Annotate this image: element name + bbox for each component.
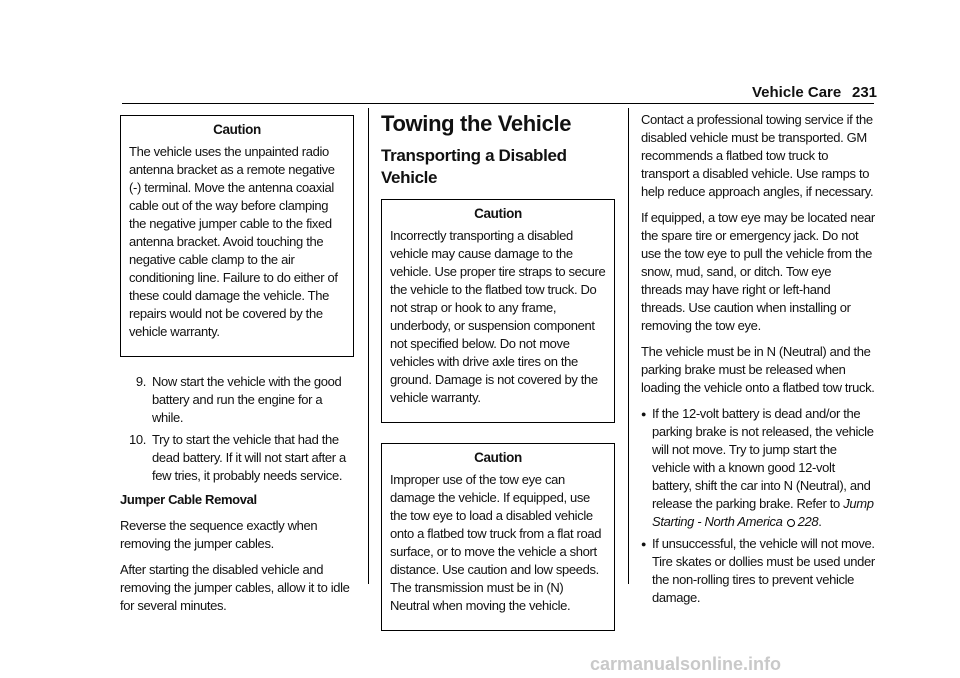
column-divider-left bbox=[368, 108, 369, 584]
caution-text: Improper use of the tow eye can damage the vehicle. If equipped, use the tow eye to load a disabled vehicle onto a flatbed tow truck from a flat road surface, or to move the vehicle a short distance. Use caution and low speeds. The transmission must be in (N) Neutral when moving the vehicle. bbox=[390, 472, 602, 613]
paragraph: The vehicle must be in N (Neutral) and the parking brake must be released when loading the vehicle onto a flatbed tow truck. bbox=[641, 344, 875, 395]
page-number: 231 bbox=[852, 84, 878, 101]
numbered-step bbox=[120, 431, 354, 485]
bullet-icon: ● bbox=[641, 409, 647, 419]
caution-box-tow-eye bbox=[381, 443, 615, 631]
numbered-step bbox=[120, 373, 354, 427]
middle-column bbox=[381, 111, 615, 631]
step-text: Try to start the vehicle that had the dead battery. If it will not start after a few tries, it probably needs service. bbox=[152, 432, 346, 483]
watermark: carmanualsonline.info bbox=[590, 654, 782, 674]
header-rule bbox=[122, 103, 874, 104]
bullet-item: ● If the 12-volt battery is dead and/or the parking brake is not released, the vehicle will not move. Try to jump start the vehicle with a known good 12-volt battery, shift the car into N (Neutral), and release the parking brake. Refer to Jump Starting - North America 228. bbox=[641, 406, 874, 529]
paragraph: If equipped, a tow eye may be located near the spare tire or emergency jack. Do not use the tow eye to pull the vehicle from the snow, mud, sand, or ditch. Tow eye threads may have right or left-hand threads. Use caution when installing or removing the tow eye. bbox=[641, 210, 875, 333]
step-text: Now start the vehicle with the good battery and run the engine for a while. bbox=[152, 374, 342, 425]
section-title: Towing the Vehicle bbox=[381, 111, 572, 136]
column-divider-right bbox=[628, 108, 629, 584]
bullet-item bbox=[641, 535, 875, 607]
caution-text: The vehicle uses the unpainted radio antenna bracket as a remote negative (-) terminal. Move the antenna coaxial cable out of the way before clamping the negative jumper cable to the fixed antenna bracket. Avoid touching the negative cable clamp to the air conditioning line. Failure to do either of these could damage the vehicle. The repairs would not be covered by the vehicle warranty. bbox=[129, 144, 338, 339]
section-subtitle: Transporting a Disabled Vehicle bbox=[381, 146, 567, 187]
paragraph: Contact a professional towing service if the disabled vehicle must be transported. GM recommends a flatbed tow truck to transport a disabled vehicle. Use ramps to help reduce approach angles, if necessary. bbox=[641, 112, 874, 199]
caution-title: Caution bbox=[474, 450, 522, 465]
bullet-icon: ● bbox=[641, 539, 647, 549]
subheading-jumper-cable-removal: Jumper Cable Removal bbox=[120, 492, 257, 507]
paragraph: After starting the disabled vehicle and removing the jumper cables, allow it to idle for several minutes. bbox=[120, 562, 350, 613]
left-column bbox=[120, 115, 354, 623]
paragraph: Reverse the sequence exactly when removing the jumper cables. bbox=[120, 518, 318, 551]
step-number: 9. bbox=[135, 374, 146, 389]
step-number: 10. bbox=[128, 432, 146, 447]
caution-title: Caution bbox=[474, 206, 522, 221]
right-column bbox=[641, 111, 875, 611]
page-reference-icon bbox=[787, 519, 795, 527]
caution-box-antenna bbox=[120, 115, 354, 357]
bullet-text: If unsuccessful, the vehicle will not move. Tire skates or dollies must be used under the non-rolling tires to prevent vehicle damage. bbox=[652, 536, 875, 605]
caution-box-transport bbox=[381, 199, 615, 423]
bullet-text: If the 12-volt battery is dead and/or the parking brake is not released, the vehicle will not move. Try to jump start the vehicle with a known good 12-volt battery, shift the car into N (Neutral), and release the parking brake. Refer to bbox=[652, 406, 874, 511]
cross-reference-link[interactable]: Jump Starting - North America bbox=[652, 496, 874, 529]
caution-title: Caution bbox=[213, 122, 261, 137]
caution-text: Incorrectly transporting a disabled vehicle may cause damage to the vehicle. Use proper tire straps to secure the vehicle to the flatbed tow truck. Do not strap or hook to any frame, underbody, or suspension component not specified below. Do not move vehicles with drive axle tires on the ground. Damage is not covered by the vehicle warranty. bbox=[390, 228, 606, 405]
cross-reference-page[interactable]: 228 bbox=[797, 514, 819, 529]
page-header-section: Vehicle Care bbox=[752, 84, 842, 101]
